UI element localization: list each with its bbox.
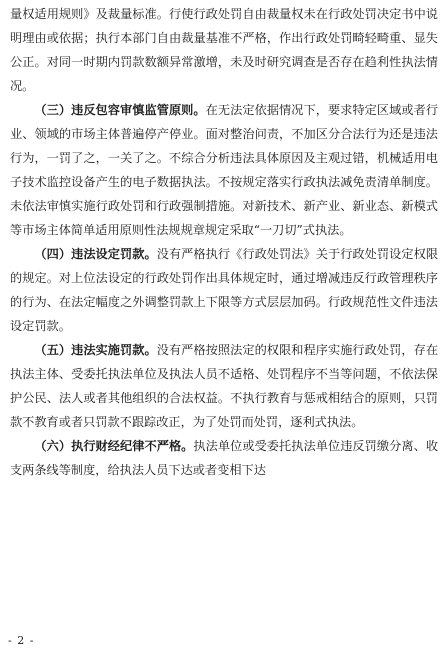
paragraph-2-heading: （三）违反包容审慎监管原则。 bbox=[34, 103, 206, 117]
paragraph-4 bbox=[10, 338, 438, 434]
paragraph-5-heading: （六）执行财经纪律不严格。 bbox=[34, 439, 194, 453]
paragraph-5 bbox=[10, 434, 438, 482]
paragraph-3-heading: （四）违法设定罚款。 bbox=[34, 247, 157, 261]
page-number: - 2 - bbox=[8, 634, 35, 647]
paragraph-3 bbox=[10, 242, 438, 338]
paragraph-3-text: 没有严格执行《行政处罚法》关于行政处罚设定权限的规定。对上位法设定的行政处罚作出具体规定时，通过增减违反行政管理秩序的行为、在法定幅度之外调整罚款上下限等方式层层加码。行政规范性文件违法设定罚款。 bbox=[10, 247, 439, 333]
paragraph-1 bbox=[10, 2, 438, 98]
document-page bbox=[10, 2, 438, 482]
paragraph-1-text: 量权适用规则》及裁量标准。行使行政处罚自由裁量权未在行政处罚决定书中说明理由或依据；执行本部门自由裁量基准不严格，作出行政处罚畸轻畸重、显失公正。对同一时期内罚款数额异常激增，未及时研究调查是否存在趋利性执法情况。 bbox=[10, 7, 438, 93]
paragraph-5-text: 执法单位或受委托执法单位违反罚缴分离、收支两条线等制度，给执法人员下达或者变相下达 bbox=[10, 439, 439, 477]
paragraph-4-text: 没有严格按照法定的权限和程序实施行政处罚，存在执法主体、受委托执法单位及执法人员不适格、处罚程序不当等问题，不依法保护公民、法人或者其他组织的合法权益。不执行教育与惩戒相结合的原则，只罚款不教育或者只罚款不跟踪改正，为了处罚而处罚，逐利式执法。 bbox=[10, 343, 439, 429]
paragraph-2-text: 在无法定依据情况下，要求特定区域或者行业、领域的市场主体普遍停产停业。面对整治问责，不加区分合法行为还是违法行为，一罚了之，一关了之。不综合分析违法具体原因及主观过错，机械适用电子技术监控设备产生的电子数据执法。不按规定落实行政执法减免责清单制度。未依法审慎实施行政处罚和行政强制措施。对新技术、新产业、新业态、新模式等市场主体简单适用原则性法规规章规定采取“一刀切”式执法。 bbox=[10, 103, 439, 237]
paragraph-4-heading: （五）违法实施罚款。 bbox=[34, 343, 157, 357]
paragraph-2 bbox=[10, 98, 438, 242]
